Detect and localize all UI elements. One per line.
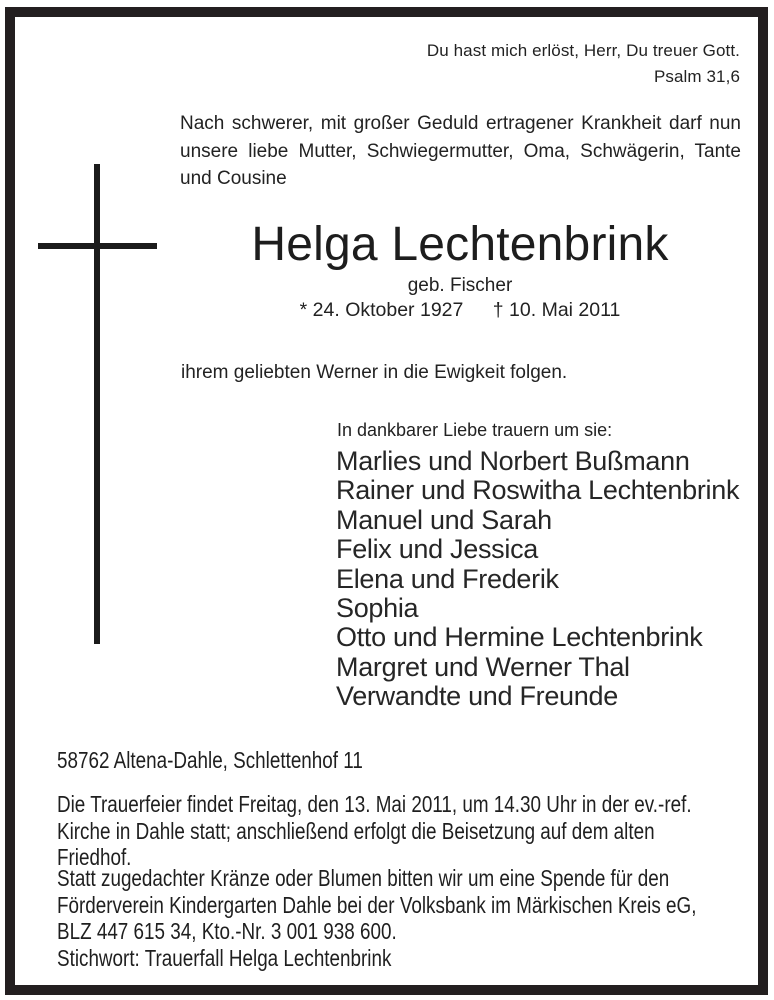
follow-line: ihrem geliebten Werner in die Ewigkeit folgen. [181,362,568,383]
cross-icon-horizontal-bar [38,243,157,249]
mourner-line: Marlies und Norbert Bußmann [336,446,690,476]
funeral-info-line: Friedhof. [57,844,132,870]
mourner-line: Verwandte und Freunde [336,681,618,712]
cross-icon-vertical-bar [94,164,100,644]
intro-paragraph [180,110,741,193]
donation-info-line: BLZ 447 615 34, Kto.-Nr. 3 001 938 600. [57,918,397,944]
mourner-line: Sophia [336,593,419,624]
intro-line: Nach schwerer, mit großer Geduld ertragener Krankheit darf nun [180,113,741,134]
address-line: 58762 Altena-Dahle, Schlettenhof 11 [57,747,363,773]
funeral-info-line: Kirche in Dahle statt; anschließend erfolgt die Beisetzung auf dem alten [57,817,655,844]
scripture-reference: Psalm 31,6 [653,67,740,86]
birth-date: * 24. Oktober 1927 [299,299,464,321]
scripture-quote [427,38,740,90]
mourners-intro: In dankbarer Liebe trauern um sie: [337,420,613,440]
mourner-line: Otto und Hermine Lechtenbrink [336,622,703,653]
keyword-line: Stichwort: Trauerfall Helga Lechtenbrink [57,944,392,971]
donation-info-line: Förderverein Kindergarten Dahle bei der Volksbank im Märkischen Kreis eG, [57,891,697,918]
donation-info-line: Statt zugedachter Kränze oder Blumen bitten wir um eine Spende für den [57,865,670,891]
scripture-quote-text: Du hast mich erlöst, Herr, Du treuer Gott. [426,41,740,60]
death-date: † 10. Mai 2011 [492,299,621,321]
funeral-info [57,791,762,871]
intro-line: unsere liebe Mutter, Schwiegermutter, Oma, Schwägerin, Tante [180,140,741,162]
mourner-line: Margret und Werner Thal [336,651,630,682]
mourners-list [336,447,739,712]
intro-line: und Cousine [180,168,287,189]
life-dates [150,299,770,322]
mourner-line: Manuel und Sarah [336,504,552,535]
mourner-line: Rainer und Roswitha Lechtenbrink [336,475,740,506]
funeral-info-line: Die Trauerfeier findet Freitag, den 13. Mai 2011, um 14.30 Uhr in der ev.-ref. [57,791,692,817]
donation-info [57,865,762,971]
mourner-line: Elena und Frederik [336,563,559,594]
maiden-name: geb. Fischer [407,275,513,296]
mourner-line: Felix und Jessica [336,534,538,565]
deceased-name: Helga Lechtenbrink [251,218,669,271]
deceased-block [150,219,770,322]
